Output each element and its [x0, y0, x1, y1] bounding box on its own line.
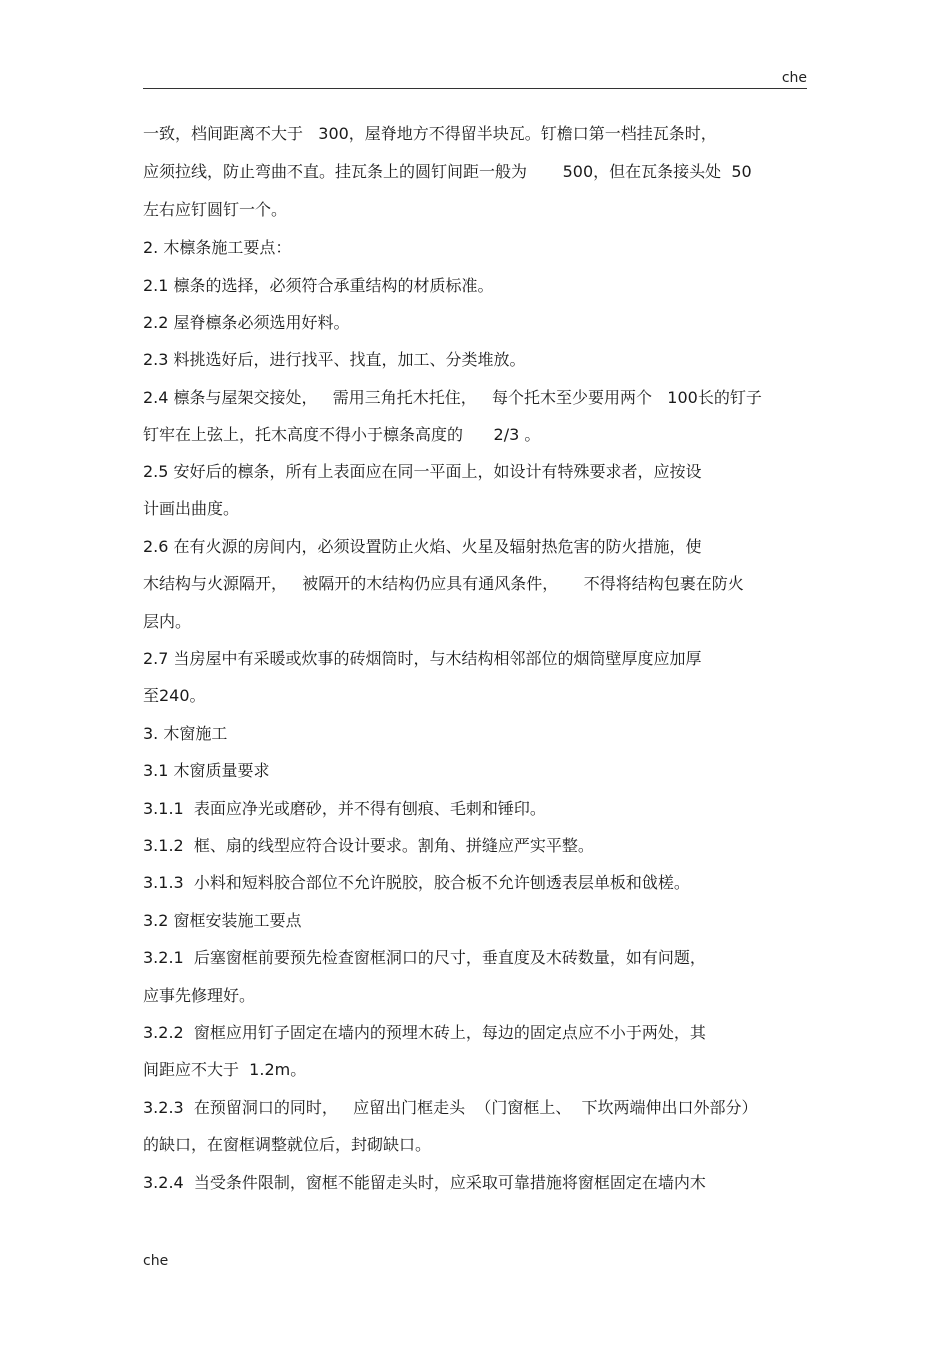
- text-line: 2.3 料挑选好后，进行找平、找直，加工、分类堆放。: [143, 350, 526, 369]
- text-line: 3.2.4 当受条件限制，窗框不能留走头时，应采取可靠措施将窗框固定在墙内木: [143, 1173, 706, 1192]
- text-line: 3.2 窗框安装施工要点: [143, 911, 302, 930]
- text-line: 3.1.2 框、扇的线型应符合设计要求。割角、拼缝应严实平整。: [143, 836, 594, 855]
- text-line: 至240。: [143, 686, 206, 705]
- text-line: 3.2.3 在预留洞口的同时， 应留出门框走头 （门窗框上、 下坎两端伸出口外部分）: [143, 1098, 758, 1117]
- text-line: 2.6 在有火源的房间内，必须设置防止火焰、火星及辐射热危害的防火措施，使: [143, 537, 702, 556]
- text-line: 一致，档间距离不大于 300，屋脊地方不得留半块瓦。钉檐口第一档挂瓦条时，: [143, 124, 717, 143]
- text-line: 2.1 檩条的选择，必须符合承重结构的材质标准。: [143, 276, 494, 295]
- text-line: 2.5 安好后的檩条，所有上表面应在同一平面上，如设计有特殊要求者，应按设: [143, 462, 702, 481]
- header-label: che: [781, 70, 807, 86]
- text-line: 钉牢在上弦上，托木高度不得小于檩条高度的 2/3 。: [143, 425, 541, 444]
- text-line: 3.1.1 表面应净光或磨砂，并不得有刨痕、毛刺和锤印。: [143, 799, 546, 818]
- text-line: 3.1 木窗质量要求: [143, 761, 270, 780]
- text-line: 2.7 当房屋中有采暖或炊事的砖烟筒时，与木结构相邻部位的烟筒壁厚度应加厚: [143, 649, 702, 668]
- header-divider: [143, 88, 807, 89]
- text-line: 木结构与火源隔开， 被隔开的木结构仍应具有通风条件， 不得将结构包裹在防火: [143, 574, 744, 593]
- text-line: 的缺口，在窗框调整就位后，封砌缺口。: [143, 1135, 432, 1154]
- text-line: 3. 木窗施工: [143, 724, 228, 743]
- text-line: 3.1.3 小料和短料胶合部位不允许脱胶，胶合板不允许刨透表层单板和戗槎。: [143, 873, 690, 892]
- text-line: 2.2 屋脊檩条必须选用好料。: [143, 313, 350, 332]
- text-line: 计画出曲度。: [143, 499, 240, 518]
- text-line: 应须拉线，防止弯曲不直。挂瓦条上的圆钉间距一般为 500，但在瓦条接头处 50: [143, 162, 752, 181]
- text-line: 应事先修理好。: [143, 986, 256, 1005]
- text-line: 间距应不大于 1.2m。: [143, 1060, 307, 1079]
- text-line: 2.4 檩条与屋架交接处， 需用三角托木托住， 每个托木至少要用两个 100长的钉子: [143, 388, 762, 407]
- text-line: 层内。: [143, 612, 192, 631]
- text-line: 2. 木檩条施工要点：: [143, 238, 292, 257]
- text-line: 3.2.1 后塞窗框前要预先检查窗框洞口的尺寸，垂直度及木砖数量，如有问题，: [143, 948, 706, 967]
- text-line: 左右应钉圆钉一个。: [143, 200, 288, 219]
- text-line: 3.2.2 窗框应用钉子固定在墙内的预埋木砖上，每边的固定点应不小于两处，其: [143, 1023, 706, 1042]
- footer-label: che: [143, 1253, 169, 1269]
